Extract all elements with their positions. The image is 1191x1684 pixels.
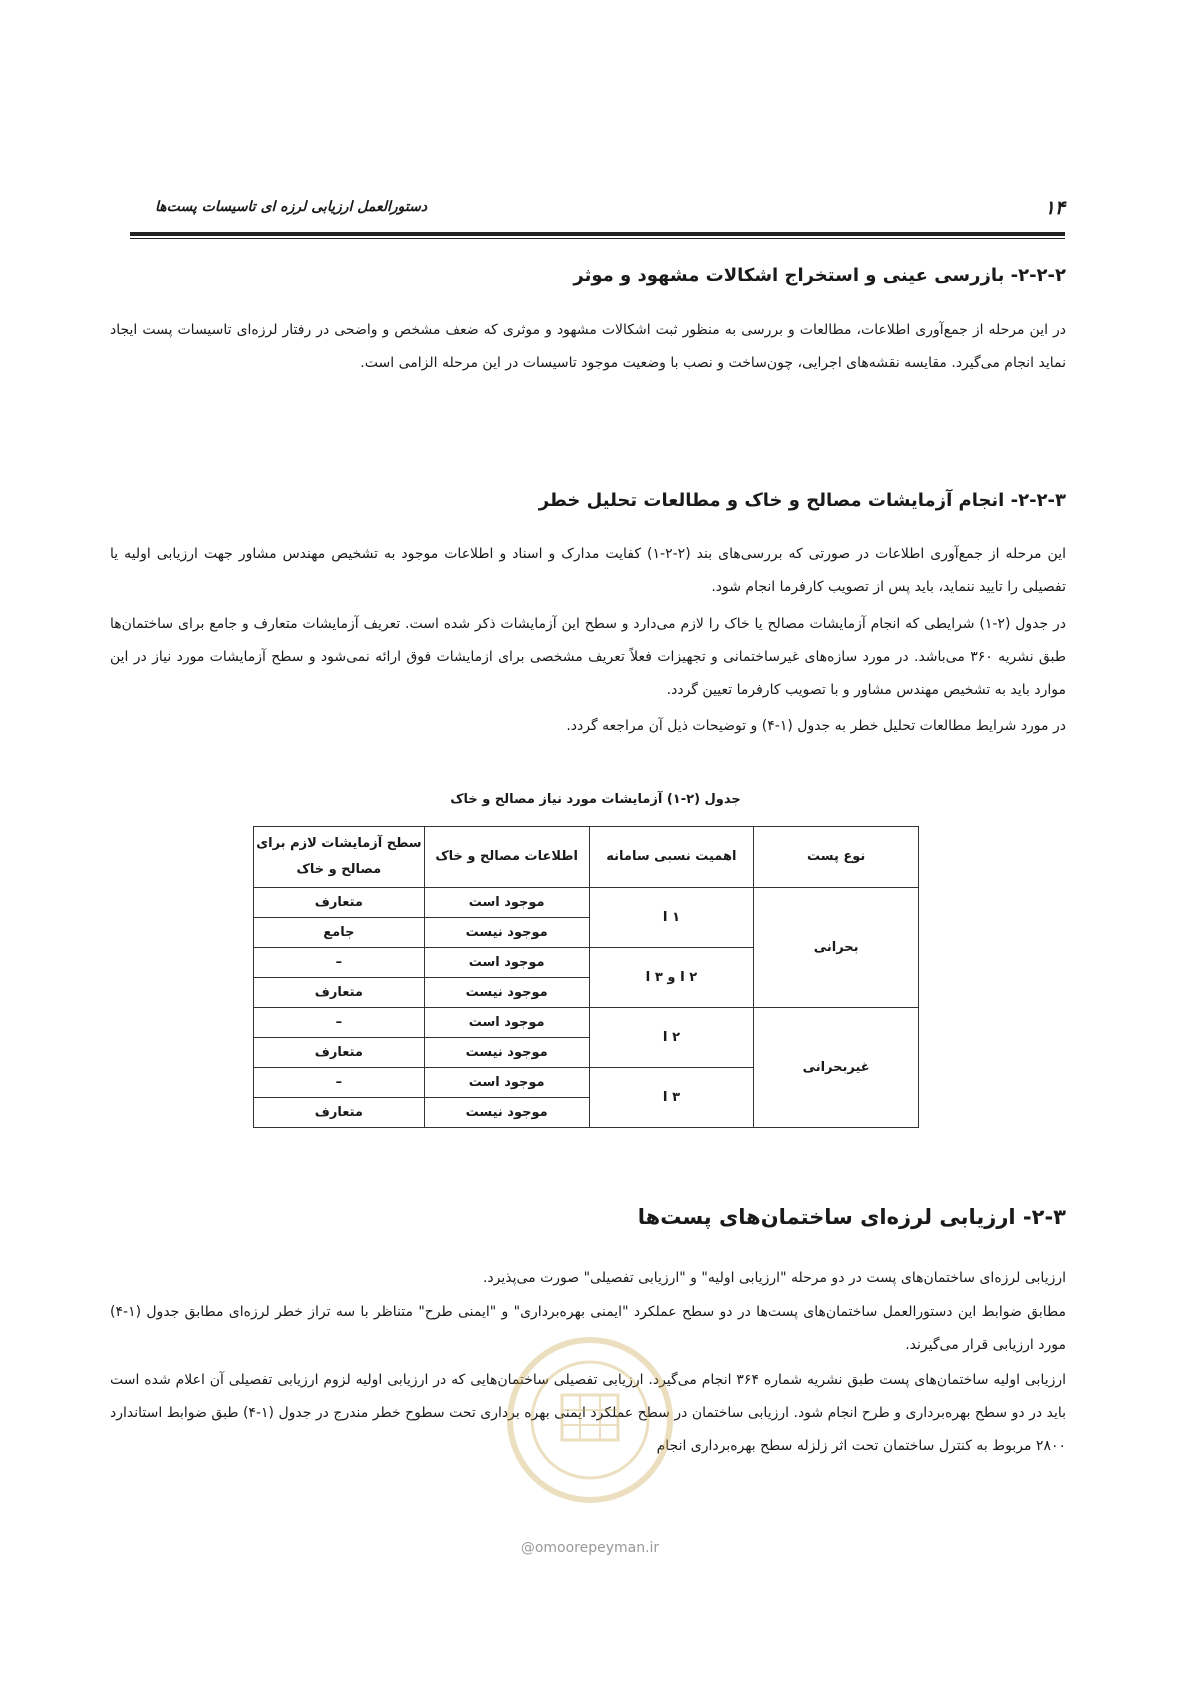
header-rule-thin (130, 238, 1065, 239)
level-cell: جامع (254, 918, 425, 948)
level-cell: متعارف (254, 1038, 425, 1068)
station-type-cell: غیربحرانی (754, 1008, 919, 1128)
header-level: سطح آزمایشات لازم برای مصالح و خاک (254, 827, 425, 888)
level-cell: متعارف (254, 888, 425, 918)
info-cell: موجود نیست (424, 978, 589, 1008)
importance-cell: I ۲ (589, 1008, 754, 1068)
table-header-row (254, 827, 919, 888)
info-cell: موجود است (424, 948, 589, 978)
level-cell: – (254, 1068, 425, 1098)
table-container (253, 826, 919, 1128)
table-row (254, 888, 919, 918)
header-rule-thick (130, 232, 1065, 236)
info-cell: موجود است (424, 1068, 589, 1098)
section-heading-2-2-3: ۲-۲-۳- انجام آزمایشات مصالح و خاک و مطالعات تحلیل خطر (538, 490, 1066, 511)
info-cell: موجود نیست (424, 1098, 589, 1128)
watermark-site: @omoorepeyman.ir (520, 1540, 660, 1556)
table-caption: جدول (۲-۱) آزمایشات مورد نیاز مصالح و خاک (450, 792, 741, 807)
info-cell: موجود نیست (424, 1038, 589, 1068)
material-tests-table (253, 826, 919, 1128)
section-paragraph-2-3-a: ارزیابی لرزه‌ای ساختمان‌های پست در دو مرحله "ارزیابی اولیه" و "ارزیابی تفصیلی" صورت می‌پذیرد. (482, 1270, 1066, 1286)
section-paragraph-2-3-b: مطابق ضوابط این دستورالعمل ساختمان‌های پست‌ها در دو سطح عملکرد "ایمنی بهره‌برداری" و "ایمنی طرح" متناظر با سه تراز خطر لرزه‌ای مطابق جدول (۱-۴) مورد ارزیابی قرار می‌گیرند. (110, 1304, 1066, 1353)
info-cell: موجود نیست (424, 918, 589, 948)
section-paragraph-2-2-3-a: این مرحله از جمع‌آوری اطلاعات در صورتی که بررسی‌های بند (۲-۲-۱) کفایت مدارک و اسناد و اطلاعات موجود به تشخیص مهندس مشاور جهت ارزیابی اولیه یا تفصیلی را تایید ننماید، باید پس از تصویب کارفرما انجام شود. (110, 546, 1066, 595)
section-paragraph-2-2-3-c: در مورد شرایط مطالعات تحلیل خطر به جدول (۱-۴) و توضیحات ذیل آن مراجعه گردد. (566, 718, 1066, 734)
section-paragraph-2-2-3-b: در جدول (۲-۱) شرایطی که انجام آزمایشات مصالح یا خاک را لازم می‌دارد و سطح این آزمایشات ذکر شده است. تعریف آزمایشات متعارف و جامع برای ساختمان‌ها طبق نشریه ۳۶۰ می‌باشد. در مورد سازه‌های غیرساختمانی و تجهیزات فعلاً تعریف مشخصی برای ازمایشات فوق ارائه نمی‌شود و سطح آزمایشات مورد نیاز در این موارد باید به تشخیص مهندس مشاور و با تصویب کارفرما تعیین گردد. (110, 616, 1066, 698)
importance-cell: I ۲ و I ۳ (589, 948, 754, 1008)
level-cell: متعارف (254, 978, 425, 1008)
section-heading-2-2-2: ۲-۲-۲- بازرسی عینی و استخراج اشکالات مشهود و موثر (573, 265, 1066, 286)
level-cell: – (254, 948, 425, 978)
header-info: اطلاعات مصالح و خاک (424, 827, 589, 888)
header-station-type: نوع پست (754, 827, 919, 888)
importance-cell: I ۱ (589, 888, 754, 948)
info-cell: موجود است (424, 888, 589, 918)
level-cell: متعارف (254, 1098, 425, 1128)
section-heading-2-3: ۲-۳- ارزیابی لرزه‌ای ساختمان‌های پست‌ها (637, 1205, 1066, 1229)
header-importance: اهمیت نسبی سامانه (589, 827, 754, 888)
running-header (125, 197, 1065, 223)
section-paragraph-2-3-c: ارزیابی اولیه ساختمان‌های پست طبق نشریه شماره ۳۶۴ انجام می‌گیرد. ارزیابی تفصیلی ساختمان‌هایی که در ارزیابی اولیه لزوم ارزیابی تفصیلی آن اعلام شده است باید در دو سطح بهره‌برداری و طرح انجام شود. ارزیابی ساختمان در سطح عملکرد ایمنی بهره برداری تحت سطوح خطر مندرج در جدول (۱-۴) طبق ضوابط استاندارد ۲۸۰۰ مربوط به کنترل ساختمان تحت اثر زلزله سطح بهره‌برداری انجام (110, 1372, 1067, 1454)
info-cell: موجود است (424, 1008, 589, 1038)
station-type-cell: بحرانی (754, 888, 919, 1008)
page-number: ۱۴ (1044, 197, 1065, 219)
importance-cell: I ۳ (589, 1068, 754, 1128)
level-cell: – (254, 1008, 425, 1038)
watermark-seal-icon (490, 1330, 690, 1510)
table-row (254, 1008, 919, 1038)
header-title: دستورالعمل ارزیابی لرزه ای تاسیسات پست‌ها (155, 199, 428, 215)
section-paragraph-2-2-2: در این مرحله از جمع‌آوری اطلاعات، مطالعات و بررسی به منظور ثبت اشکالات مشهود و موثری که ضعف مشخص و واضحی در رفتار لرزه‌ای تاسیسات پست ایجاد نماید انجام می‌گیرد. مقایسه نقشه‌های اجرایی، چون‌ساخت و نصب با وضعیت موجود تاسیسات در این مرحله الزامی است. (110, 322, 1066, 371)
